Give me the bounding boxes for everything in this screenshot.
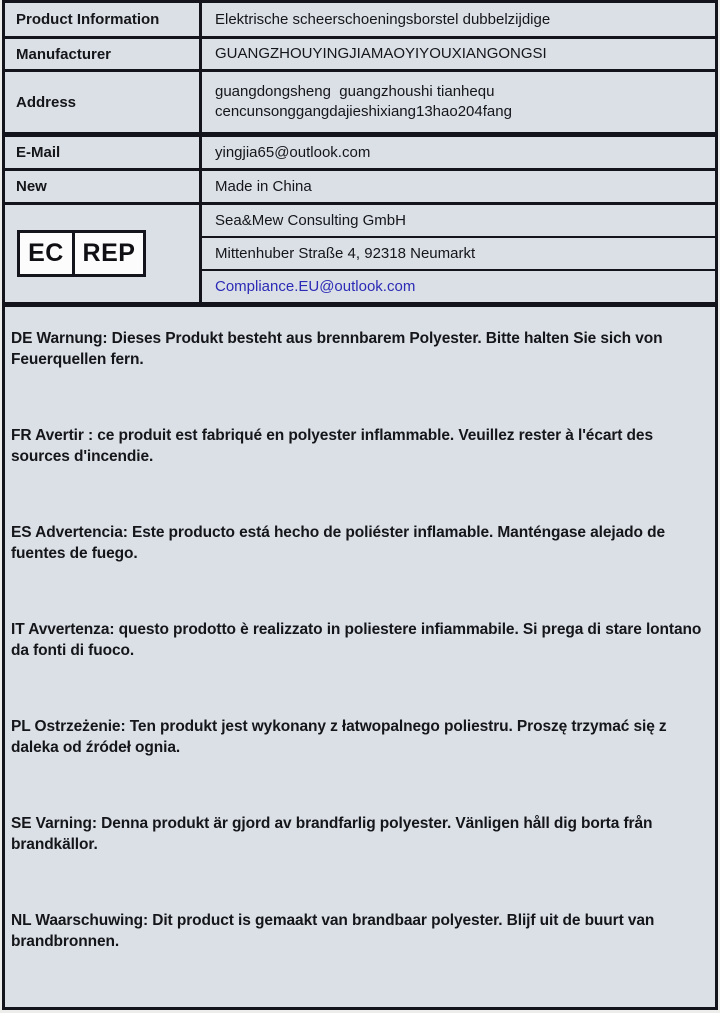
ec-rep-address: Mittenhuber Straße 4, 92318 Neumarkt [202,236,715,269]
ec-rep-cell [5,205,202,302]
ec-rep-icon-rep: REP [82,239,136,267]
warnings-section [5,307,715,1007]
warning-it: IT Avvertenza: questo prodotto è realizzato in poliestere infiammabile. Si prega di stare lontano da fonti di fuoco. [11,621,702,659]
document-page [2,0,718,1010]
warning-pl: PL Ostrzeżenie: Ten produkt jest wykonany z łatwopalnego poliestru. Proszę trzymać się z daleka od źródeł ognia. [11,718,667,756]
ec-rep-icon [17,230,146,277]
row-manufacturer [5,39,715,72]
manufacturer-label: Manufacturer [5,39,202,69]
origin-value: Made in China [215,177,312,195]
address-text: guangdongsheng guangzhoushi tianhequ cencunsonggangdajieshixiang13hao204fang [215,83,512,120]
row-origin [5,171,715,205]
row-address [5,72,715,137]
ec-rep-company: Sea&Mew Consulting GmbH [215,212,406,229]
ec-rep-details [202,205,715,302]
address-label: Address [5,72,202,132]
product-information-label: Product Information [5,3,202,36]
warning-se: SE Varning: Denna produkt är gjord av brandfarlig polyester. Vänligen håll dig borta från brandkällor. [11,815,653,853]
ec-rep-icon-ec: EC [20,233,75,274]
row-ec-rep [5,205,715,307]
row-email [5,137,715,171]
address-value [202,72,715,132]
ec-rep-compliance-email: Compliance.EU@outlook.com [202,269,715,302]
product-information-value: Elektrische scheerschoeningsborstel dubbelzijdige [215,10,551,28]
row-product-information [5,3,715,39]
warning-de: DE Warnung: Dieses Produkt besteht aus brennbarem Polyester. Bitte halten Sie sich von Feuerquellen fern. [11,330,663,368]
warning-nl: NL Waarschuwing: Dit product is gemaakt van brandbaar polyester. Blijf uit de buurt van brandbronnen. [11,912,655,950]
manufacturer-value: GUANGZHOUYINGJIAMAOYIYOUXIANGONGSI [215,45,547,62]
email-value: yingjia65@outlook.com [215,143,371,161]
warning-es: ES Advertencia: Este producto está hecho de poliéster inflamable. Manténgase alejado de fuentes de fuego. [11,524,665,562]
origin-label: New [5,171,202,202]
email-label: E-Mail [5,137,202,168]
warning-fr: FR Avertir : ce produit est fabriqué en polyester inflammable. Veuillez rester à l'écart des sources d'incendie. [11,427,653,465]
